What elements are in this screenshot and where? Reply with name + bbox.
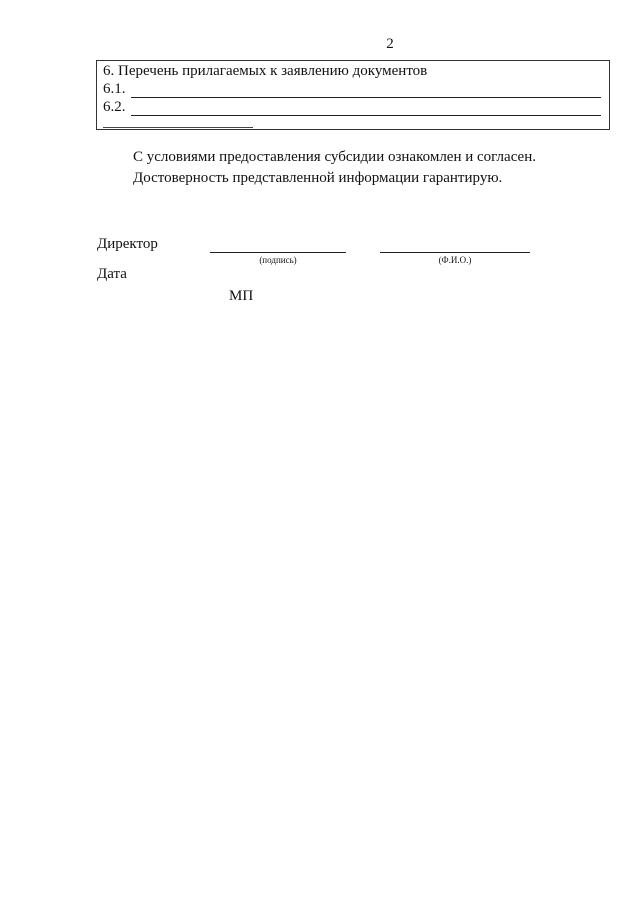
attachments-box xyxy=(96,60,610,130)
statement-agreement: С условиями предоставления субсидии ознакомлен и согласен. xyxy=(133,149,536,165)
page-number: 2 xyxy=(386,36,394,52)
full-name-line[interactable] xyxy=(380,252,530,253)
seal-label: МП xyxy=(229,288,254,304)
date-label: Дата xyxy=(97,266,127,282)
box-bottom-stroke xyxy=(103,127,253,128)
attachment-item-2-fill-line[interactable] xyxy=(131,115,601,116)
attachment-item-1-label: 6.1. xyxy=(103,81,126,97)
attachment-item-1-fill-line[interactable] xyxy=(131,97,601,98)
attachment-item-2-label: 6.2. xyxy=(103,99,126,115)
signature-line[interactable] xyxy=(210,252,346,253)
director-label: Директор xyxy=(97,236,158,252)
signature-caption: (подпись) xyxy=(259,255,297,265)
attachments-title: 6. Перечень прилагаемых к заявлению документов xyxy=(103,63,428,79)
statement-guarantee: Достоверность представленной информации гарантирую. xyxy=(133,170,503,186)
full-name-caption: (Ф.И.О.) xyxy=(438,255,472,265)
